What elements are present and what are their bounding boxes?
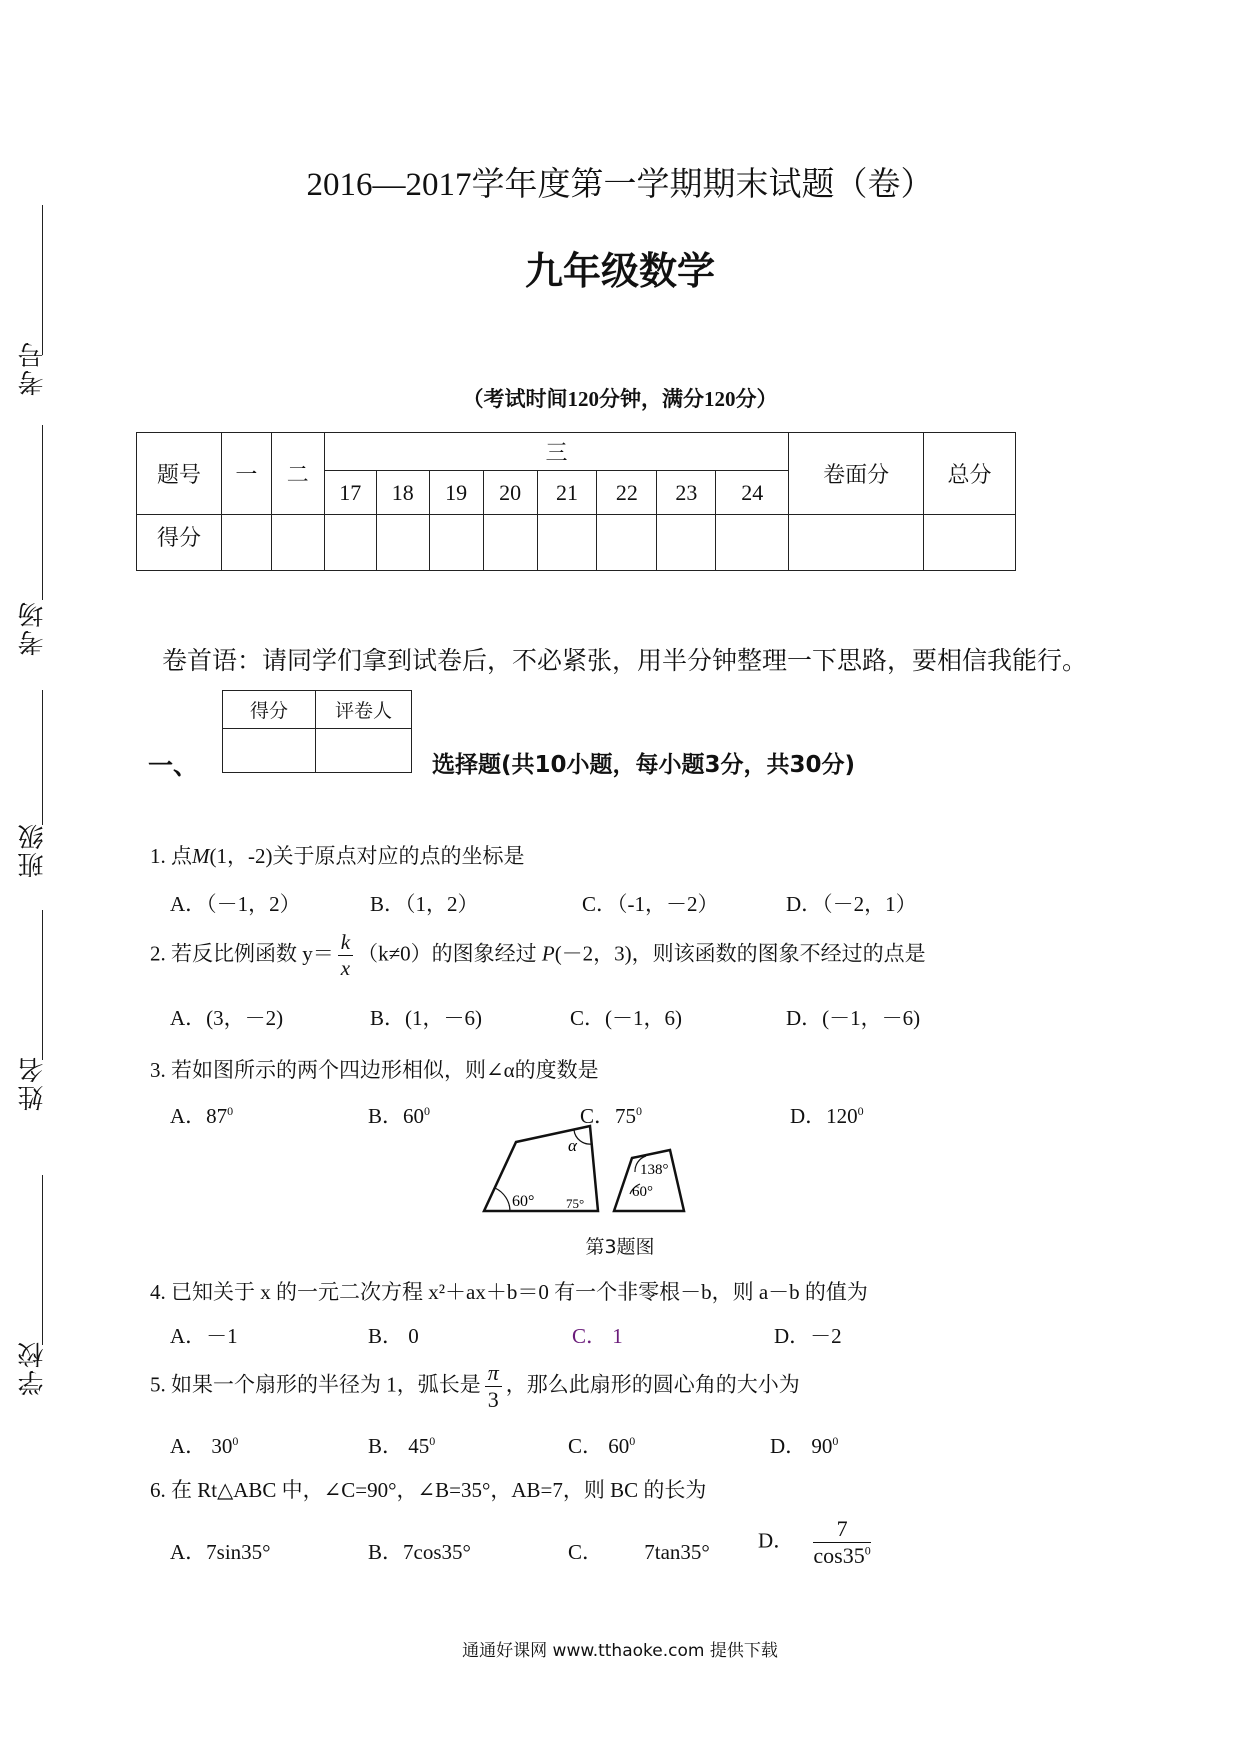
exam-number-label: 考号 <box>18 340 48 396</box>
sub-col-23: 23 <box>657 471 716 515</box>
q1-option-b[interactable]: B．（1，2） <box>370 892 479 916</box>
degree-mark: 0 <box>636 1104 643 1118</box>
score-cell[interactable] <box>429 515 483 571</box>
angle-60-right-label: 60° <box>632 1184 653 1200</box>
sub-col-17: 17 <box>324 471 376 515</box>
degree-mark: 0 <box>424 1104 431 1118</box>
col-section-one: 一 <box>221 433 271 515</box>
q6-c-label: C． <box>568 1540 604 1564</box>
question-4: 4. 已知关于 x 的一元二次方程 x²＋ax＋b＝0 有一个非零根－b，则 a－b 的值为 <box>150 1280 868 1304</box>
question-number-header: 题号 <box>137 433 222 515</box>
q2-option-c[interactable]: C．(－1，6) <box>570 1006 682 1030</box>
class-label: 班级 <box>18 822 48 878</box>
question-1 <box>150 840 524 870</box>
score-cell[interactable] <box>221 515 271 571</box>
q3-number: 3. <box>150 1058 166 1082</box>
q5-c-text: C． 60 <box>568 1434 630 1458</box>
section-grade-table <box>222 690 412 773</box>
q2-option-b[interactable]: B．(1，－6) <box>370 1006 482 1030</box>
q2-text-pre: 若反比例函数 y＝ <box>171 941 334 966</box>
angle-138-label: 138° <box>640 1162 669 1178</box>
q4-option-c[interactable]: C． 1 <box>572 1324 623 1348</box>
q2-text-post: (－2，3)，则该函数的图象不经过的点是 <box>554 941 926 966</box>
school-line <box>42 1175 43 1345</box>
exam-room-label: 考场 <box>18 600 48 656</box>
score-cell[interactable] <box>537 515 597 571</box>
q5-option-d[interactable] <box>770 1430 838 1460</box>
exam-info: （考试时间120分钟，满分120分） <box>462 387 778 411</box>
sub-col-19: 19 <box>429 471 483 515</box>
name-line <box>42 910 43 1060</box>
q2-number: 2. <box>150 941 166 966</box>
q4-option-b[interactable]: B． 0 <box>368 1324 419 1348</box>
exam-room-line <box>42 425 43 600</box>
q5-fraction <box>485 1360 502 1413</box>
question-2 <box>150 930 926 981</box>
q4-option-d[interactable]: D．－2 <box>774 1324 842 1348</box>
q5-option-b[interactable] <box>368 1430 435 1460</box>
sub-col-22: 22 <box>597 471 657 515</box>
degree-mark: 0 <box>629 1434 636 1448</box>
q5-d-text: D． 90 <box>770 1434 833 1458</box>
q6-option-b[interactable]: B．7cos35° <box>368 1540 471 1564</box>
q3-c-text: C．75 <box>580 1104 637 1128</box>
q6-number: 6. <box>150 1478 166 1502</box>
subject-title: 九年级数学 <box>524 249 715 293</box>
q6-text: 在 Rt△ABC 中，∠C=90°，∠B=35°，AB=7，则 BC 的长为 <box>171 1478 707 1502</box>
q3-d-text: D．120 <box>790 1104 858 1128</box>
figure-caption: 第3题图 <box>585 1236 655 1258</box>
sub-col-21: 21 <box>537 471 597 515</box>
section-grader-header: 评卷人 <box>316 691 412 729</box>
motto: 卷首语：请同学们拿到试卷后，不必紧张，用半分钟整理一下思路，要相信我能行。 <box>162 646 1088 675</box>
sub-col-18: 18 <box>376 471 429 515</box>
score-cell[interactable] <box>483 515 537 571</box>
q5-text-post: ，那么此扇形的圆心角的大小为 <box>505 1372 800 1397</box>
q3-option-b[interactable] <box>368 1100 430 1130</box>
sub-col-24: 24 <box>716 471 789 515</box>
q4-option-a[interactable]: A．－1 <box>170 1324 238 1348</box>
score-cell[interactable] <box>716 515 789 571</box>
q6-d-den: cos35 <box>813 1543 865 1568</box>
sub-col-20: 20 <box>483 471 537 515</box>
q6-d-label: D． <box>758 1528 795 1553</box>
score-cell[interactable] <box>597 515 657 571</box>
score-cell[interactable] <box>271 515 324 571</box>
name-label: 姓名 <box>18 1055 48 1111</box>
section-number: 一、 <box>148 751 199 780</box>
q2-text-mid: （k≠0）的图象经过 <box>357 941 537 966</box>
q6-option-d[interactable] <box>758 1516 875 1569</box>
q3-option-a[interactable] <box>170 1100 233 1130</box>
q2-point: P <box>541 941 555 966</box>
q2-frac-num: k <box>338 930 353 956</box>
score-cell[interactable] <box>924 515 1016 571</box>
q2-frac-den: x <box>340 956 351 980</box>
q5-number: 5. <box>150 1372 166 1397</box>
q1-option-d[interactable]: D．（－2，1） <box>786 892 917 916</box>
section-title: 选择题(共10小题，每小题3分，共30分) <box>432 752 856 778</box>
angle-arc <box>495 1188 510 1211</box>
degree-mark: 0 <box>864 1543 871 1558</box>
col-total: 总分 <box>924 433 1016 515</box>
q5-b-text: B． 45 <box>368 1434 430 1458</box>
degree-mark: 0 <box>227 1104 234 1118</box>
angle-75-label: 75° <box>566 1196 585 1211</box>
degree-mark: 0 <box>232 1434 239 1448</box>
footer: 通通好课网 www.tthaoke.com 提供下载 <box>462 1641 778 1661</box>
q5-option-c[interactable] <box>568 1430 635 1460</box>
section-score-header: 得分 <box>223 691 316 729</box>
q1-number: 1. <box>150 844 166 868</box>
question-5 <box>150 1360 800 1413</box>
exam-title: 2016—2017学年度第一学期期末试题（卷） <box>306 167 934 203</box>
q2-option-d[interactable]: D．(－1，－6) <box>786 1006 921 1030</box>
q6-option-a[interactable]: A．7sin35° <box>170 1540 271 1564</box>
school-label: 学校 <box>18 1340 48 1396</box>
score-cell[interactable] <box>324 515 376 571</box>
score-cell[interactable] <box>789 515 924 571</box>
degree-mark: 0 <box>857 1104 864 1118</box>
degree-mark: 0 <box>832 1434 839 1448</box>
q1-text-post: (1，-2)关于原点对应的点的坐标是 <box>209 844 525 868</box>
q1-text-pre: 点 <box>171 844 192 868</box>
question-3 <box>150 1054 599 1084</box>
q5-option-a[interactable] <box>170 1430 238 1460</box>
score-row-label: 得分 <box>137 515 222 571</box>
q3-b-text: B．60 <box>368 1104 425 1128</box>
angle-60-label: 60° <box>512 1193 535 1210</box>
q6-option-c[interactable] <box>568 1536 710 1566</box>
score-cell[interactable] <box>376 515 429 571</box>
degree-mark: 0 <box>429 1434 436 1448</box>
q6-d-num: 7 <box>813 1516 870 1543</box>
score-table <box>136 432 1016 571</box>
score-cell[interactable] <box>657 515 716 571</box>
col-section-three: 三 <box>324 433 788 471</box>
q5-a-text: A． 30 <box>170 1434 233 1458</box>
q1-option-c[interactable]: C．（-1，－2） <box>582 892 719 916</box>
q3-a-text: A．87 <box>170 1104 228 1128</box>
q5-frac-den: 3 <box>487 1387 499 1412</box>
q6-c-value: 7tan35° <box>644 1540 710 1564</box>
q2-option-a[interactable]: A．(3，－2) <box>170 1006 284 1030</box>
col-page-score: 卷面分 <box>789 433 924 515</box>
q2-fraction <box>338 930 353 981</box>
alpha-label: α <box>568 1136 577 1155</box>
quadrilateral-right <box>614 1150 684 1211</box>
q5-text-pre: 如果一个扇形的半径为 1，弧长是 <box>171 1372 481 1397</box>
col-section-two: 二 <box>271 433 324 515</box>
section-grader-cell[interactable] <box>316 729 412 773</box>
q5-frac-num: π <box>485 1360 502 1387</box>
section-score-cell[interactable] <box>223 729 316 773</box>
q6-d-fraction <box>813 1516 870 1569</box>
q3-figure <box>470 1110 720 1220</box>
q3-option-d[interactable] <box>790 1100 864 1130</box>
question-6 <box>150 1474 706 1504</box>
q3-text: 若如图所示的两个四边形相似，则∠α的度数是 <box>171 1058 599 1082</box>
q1-option-a[interactable]: A．（－1，2） <box>170 892 301 916</box>
class-line <box>42 690 43 825</box>
q1-var: M <box>192 844 210 868</box>
